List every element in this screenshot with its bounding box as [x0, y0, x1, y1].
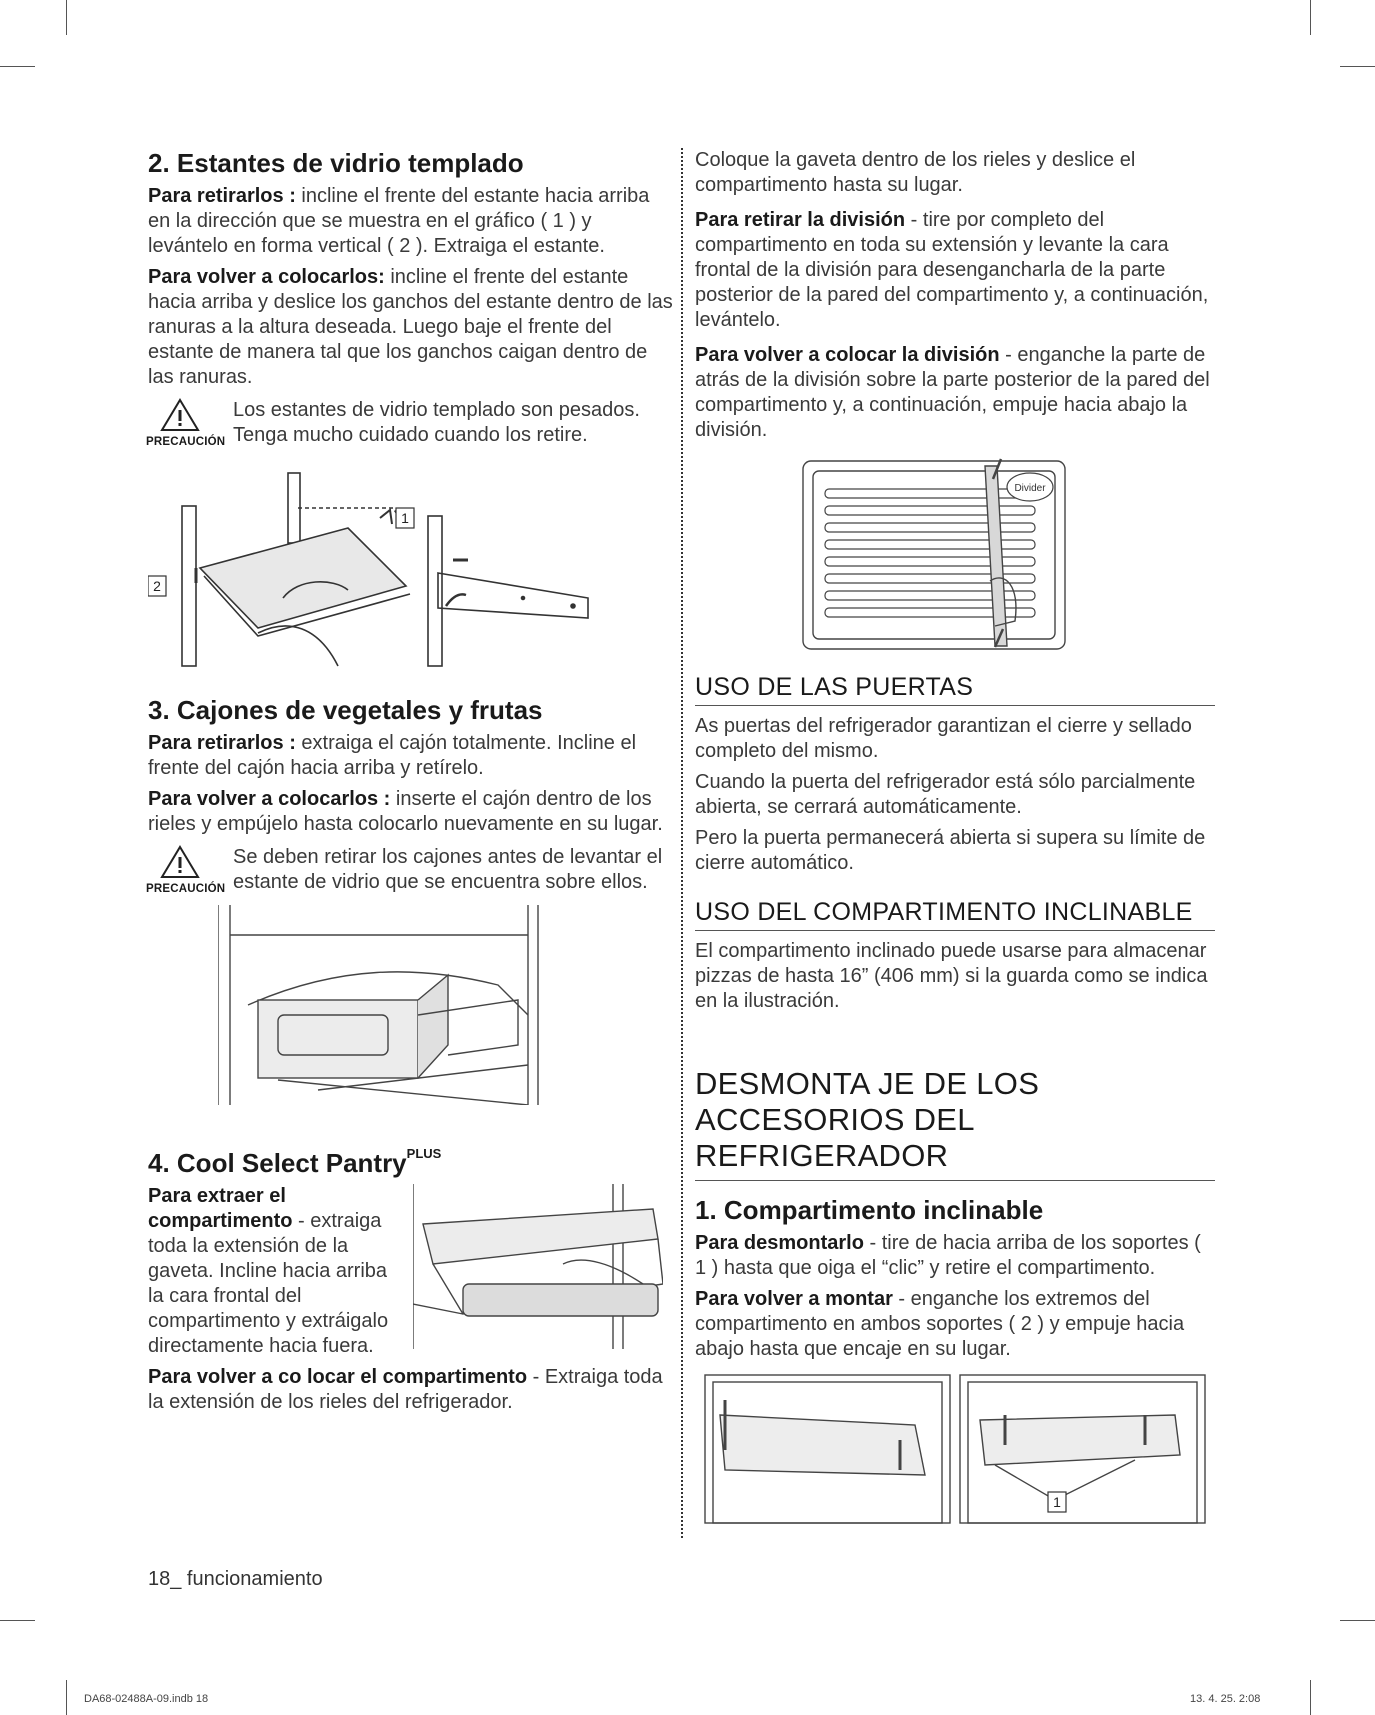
divider-callout: Divider: [1014, 483, 1046, 494]
paragraph: Pero la puerta permanecerá abierta si supera su límite de cierre automático.: [695, 827, 1206, 874]
paragraph: [695, 208, 1215, 333]
crop-mark: [1310, 0, 1311, 35]
paragraph: [148, 184, 673, 259]
crop-mark: [66, 0, 67, 35]
label: Para retirarlos :: [148, 185, 296, 207]
crop-mark: [1340, 1620, 1375, 1621]
page-footer: 18_ funcionamiento: [148, 1568, 323, 1590]
paragraph: [695, 1287, 1215, 1362]
section-title-tilt-removal: 1. Compartimento inclinable: [695, 1195, 1044, 1225]
paragraph: [148, 731, 673, 781]
crop-mark: [0, 1620, 35, 1621]
chapter-title-line-2: ACCESORIOS DEL REFRIGERADOR: [695, 1102, 974, 1173]
text: - extraiga toda la extensión de la gaveta. Incline hacia arriba la cara frontal del compartimento y extráigalo directamente hacia fuera.: [148, 1210, 389, 1357]
text: inserte el cajón dentro de los rieles y empújelo hasta colocarlo nuevamente en su lugar.: [148, 788, 663, 835]
file-info: DA68-02488A-09.indb 18: [84, 1693, 209, 1705]
callout-1: 1: [1053, 1494, 1061, 1510]
column-divider: [681, 148, 683, 1538]
caution-text: Los estantes de vidrio templado son pesados. Tenga mucho cuidado cuando los retire.: [233, 399, 640, 446]
text: extraiga el cajón totalmente. Incline el frente del cajón hacia arriba y retírelo.: [148, 732, 637, 779]
crop-mark: [66, 1680, 67, 1715]
label: Para volver a montar: [695, 1288, 893, 1310]
pantry-block: [148, 1184, 673, 1359]
paragraph: [148, 1365, 673, 1415]
crop-mark: [1340, 66, 1375, 67]
paragraph: As puertas del refrigerador garantizan el cierre y sellado completo del mismo.: [695, 715, 1192, 762]
title-text: 4. Cool Select Pantry: [148, 1148, 407, 1178]
paragraph: El compartimento inclinado puede usarse para almacenar pizzas de hasta 16” (406 mm) si la guarda como se indica en la ilustración.: [695, 940, 1208, 1012]
text: - Extraiga toda la extensión de los rieles del refrigerador.: [148, 1366, 663, 1413]
caution-label: PRECAUCIÓN: [146, 883, 226, 895]
text: - enganche la parte de atrás de la división sobre la parte posterior de la pared del compartimento y, a continuación, empuje hacia abajo la división.: [695, 344, 1210, 441]
label: Para volver a colocarlos:: [148, 266, 385, 288]
chapter-title: [695, 1066, 1215, 1181]
label: Para retirarlos :: [148, 732, 296, 754]
caution-label: PRECAUCIÓN: [146, 436, 226, 448]
caution-note: [148, 845, 673, 895]
print-date: 13. 4. 25. 2:08: [1190, 1693, 1261, 1705]
right-column: [695, 148, 1215, 1525]
warning-icon: [160, 398, 200, 432]
label: Para volver a co locar el compartimento: [148, 1366, 528, 1388]
paragraph: [148, 1184, 403, 1359]
paragraph: [695, 1231, 1215, 1281]
text: incline el frente del estante hacia arriba en la dirección que se muestra en el gráfico ( 1 ) y levántelo en forma vertical ( 2 ). Extraiga el estante.: [148, 185, 650, 257]
paragraph: Coloque la gaveta dentro de los rieles y deslice el compartimento hasta su lugar.: [695, 149, 1136, 196]
caution-note: [148, 398, 673, 448]
text: - tire de hacia arriba de los soportes ( 1 ) hasta que oiga el “clic” y retire el compartimento.: [695, 1232, 1201, 1279]
section-title-tilt-compartment: USO DEL COMPARTIMENTO INCLINABLE: [695, 898, 1215, 931]
big-heading: [695, 1066, 1215, 1181]
label: Para extraer el compartimento: [148, 1185, 293, 1232]
section-title-glass-shelves: 2. Estantes de vidrio templado: [148, 148, 524, 178]
label: Para retirar la división: [695, 209, 906, 231]
paragraph: [148, 265, 673, 390]
pantry-illustration: [413, 1184, 663, 1349]
text: - enganche los extremos del compartimento en ambos soportes ( 2 ) y empuje hacia abajo hasta que encaje en su lugar.: [695, 1288, 1185, 1360]
label: Para desmontarlo: [695, 1232, 864, 1254]
callout-2: 2: [153, 578, 161, 594]
text: - tire por completo del compartimento en toda su extensión y levante la cara frontal de la división para desengancharla de la parte posterior de la pared del compartimento y, a continuación, levántelo.: [695, 209, 1209, 331]
shelf-removal-illustration: [148, 458, 668, 673]
paragraph: [695, 343, 1215, 443]
crop-mark: [1310, 1680, 1311, 1715]
divider-illustration: [695, 451, 1215, 661]
left-column: [148, 148, 673, 1421]
title-superscript: PLUS: [406, 1146, 442, 1161]
tilt-compartment-illustration: [695, 1370, 1215, 1525]
vegetable-drawer-illustration: [218, 905, 738, 1105]
paragraph: Cuando la puerta del refrigerador está sólo parcialmente abierta, se cerrará automáticamente.: [695, 771, 1196, 818]
section-title-cool-select-pantry: [148, 1139, 673, 1178]
section-title-vegetable-drawers: 3. Cajones de vegetales y frutas: [148, 695, 543, 725]
label: Para volver a colocar la división: [695, 344, 1000, 366]
paragraph: [148, 787, 673, 837]
label: Para volver a colocarlos :: [148, 788, 391, 810]
text: incline el frente del estante hacia arriba y deslice los ganchos del estante dentro de las ranuras a la altura deseada. Luego baje el frente del estante de manera tal que los ganchos caigan dentro de las ranuras.: [148, 266, 673, 388]
section-title-doors: USO DE LAS PUERTAS: [695, 673, 1215, 706]
caution-text: Se deben retirar los cajones antes de levantar el estante de vidrio que se encuentra sobre ellos.: [233, 846, 663, 893]
callout-1: 1: [401, 510, 409, 526]
chapter-title-line-1: DESMONTA JE DE LOS: [695, 1066, 1040, 1101]
warning-icon: [160, 845, 200, 879]
crop-mark: [0, 66, 35, 67]
